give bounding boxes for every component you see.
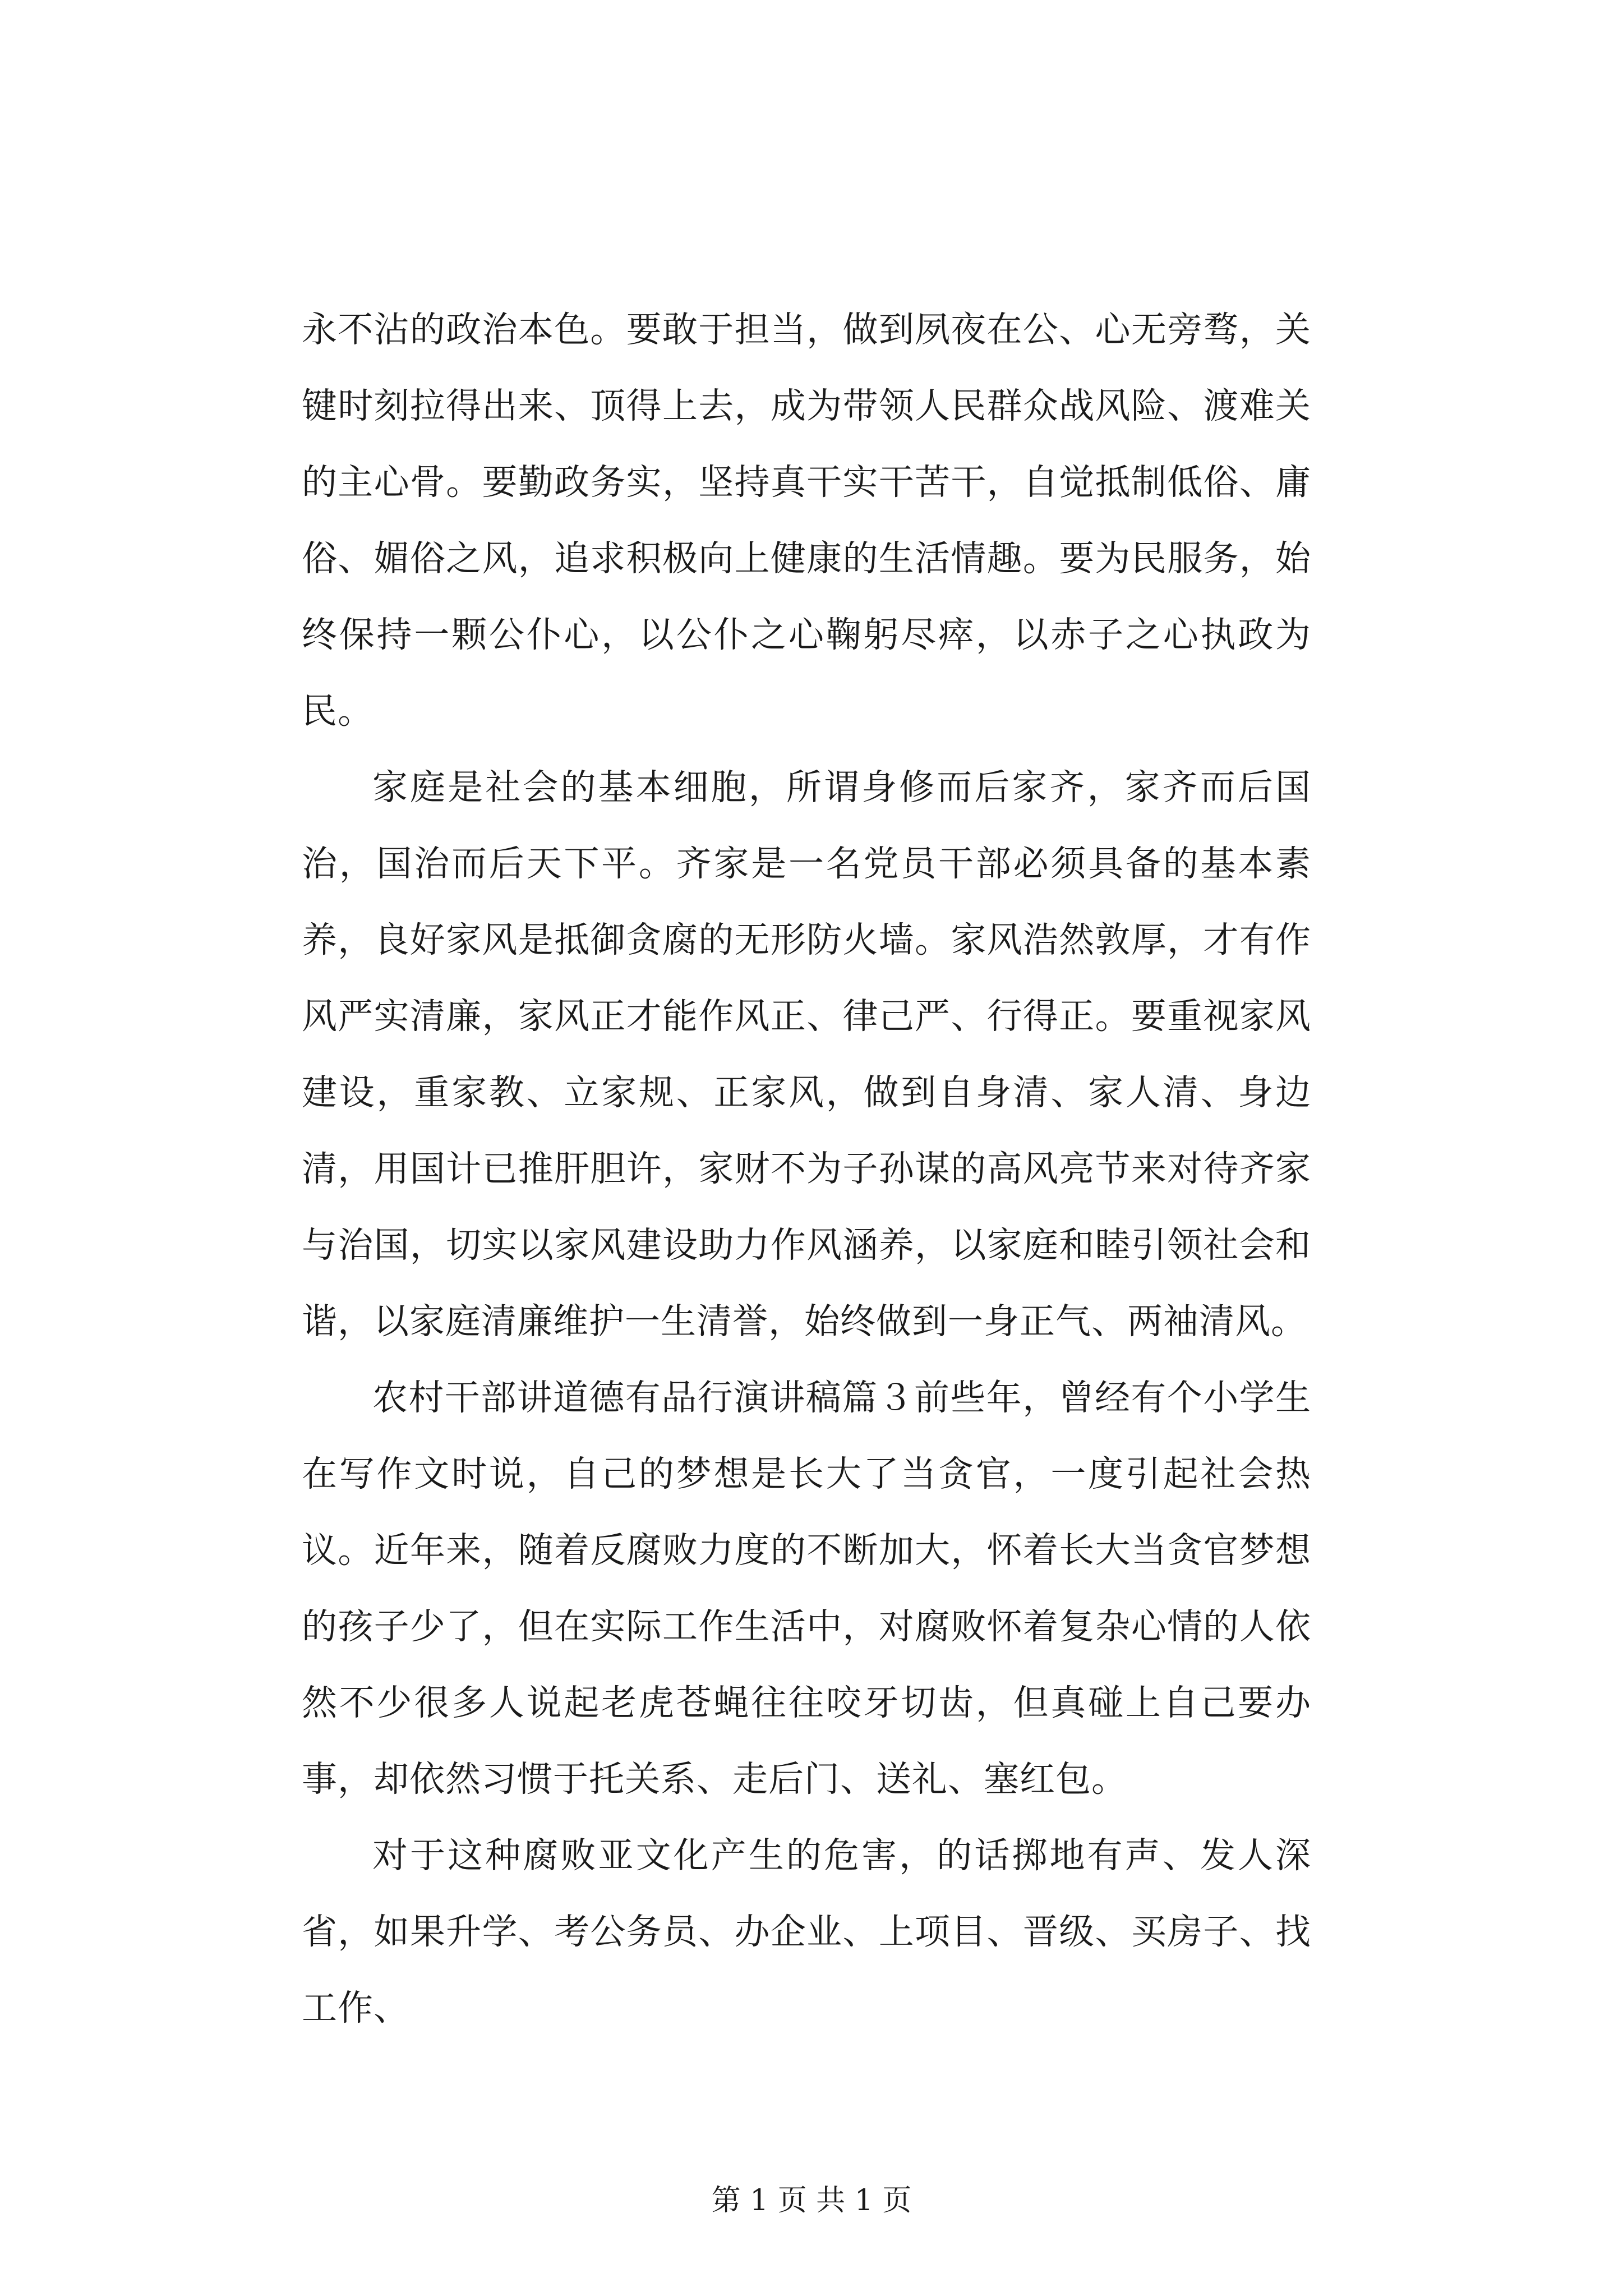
document-body: [302, 292, 1311, 2046]
paragraph-3: 农村干部讲道德有品行演讲稿篇３前些年，曾经有个小学生在写作文时说，自己的梦想是长大了当贪官，一度引起社会热议。近年来，随着反腐败力度的不断加大，怀着长大当贪官梦想的孩子少了，但在实际工作生活中，对腐败怀着复杂心情的人依然不少很多人说起老虎苍蝇往往咬牙切齿，但真碰上自己要办事，却依然习惯于托关系、走后门、送礼、塞红包。: [302, 1377, 1311, 1800]
paragraph-1: 永不沾的政治本色。要敢于担当，做到夙夜在公、心无旁骛，关键时刻拉得出来、顶得上去，成为带领人民群众战风险、渡难关的主心骨。要勤政务实，坚持真干实干苦干，自觉抵制低俗、庸俗、媚俗之风，追求积极向上健康的生活情趣。要为民服务，始终保持一颗公仆心，以公仆之心鞠躬尽瘁，以赤子之心执政为民。: [302, 309, 1311, 731]
page-footer: 第 1 页 共 1 页: [711, 2184, 912, 2217]
paragraph-2: 家庭是社会的基本细胞，所谓身修而后家齐，家齐而后国治，国治而后天下平。齐家是一名党员干部必须具备的基本素养，良好家风是抵御贪腐的无形防火墙。家风浩然敦厚，才有作风严实清廉，家风正才能作风正、律己严、行得正。要重视家风建设，重家教、立家规、正家风，做到自身清、家人清、身边清，用国计已推肝胆许，家财不为子孙谋的高风亮节来对待齐家与治国，切实以家风建设助力作风涵养，以家庭和睦引领社会和谐，以家庭清廉维护一生清誉，始终做到一身正气、两袖清风。: [302, 767, 1311, 1342]
paragraph-4: 对于这种腐败亚文化产生的危害，的话掷地有声、发人深省，如果升学、考公务员、办企业、上项目、晋级、买房子、找工作、: [302, 1835, 1311, 2028]
